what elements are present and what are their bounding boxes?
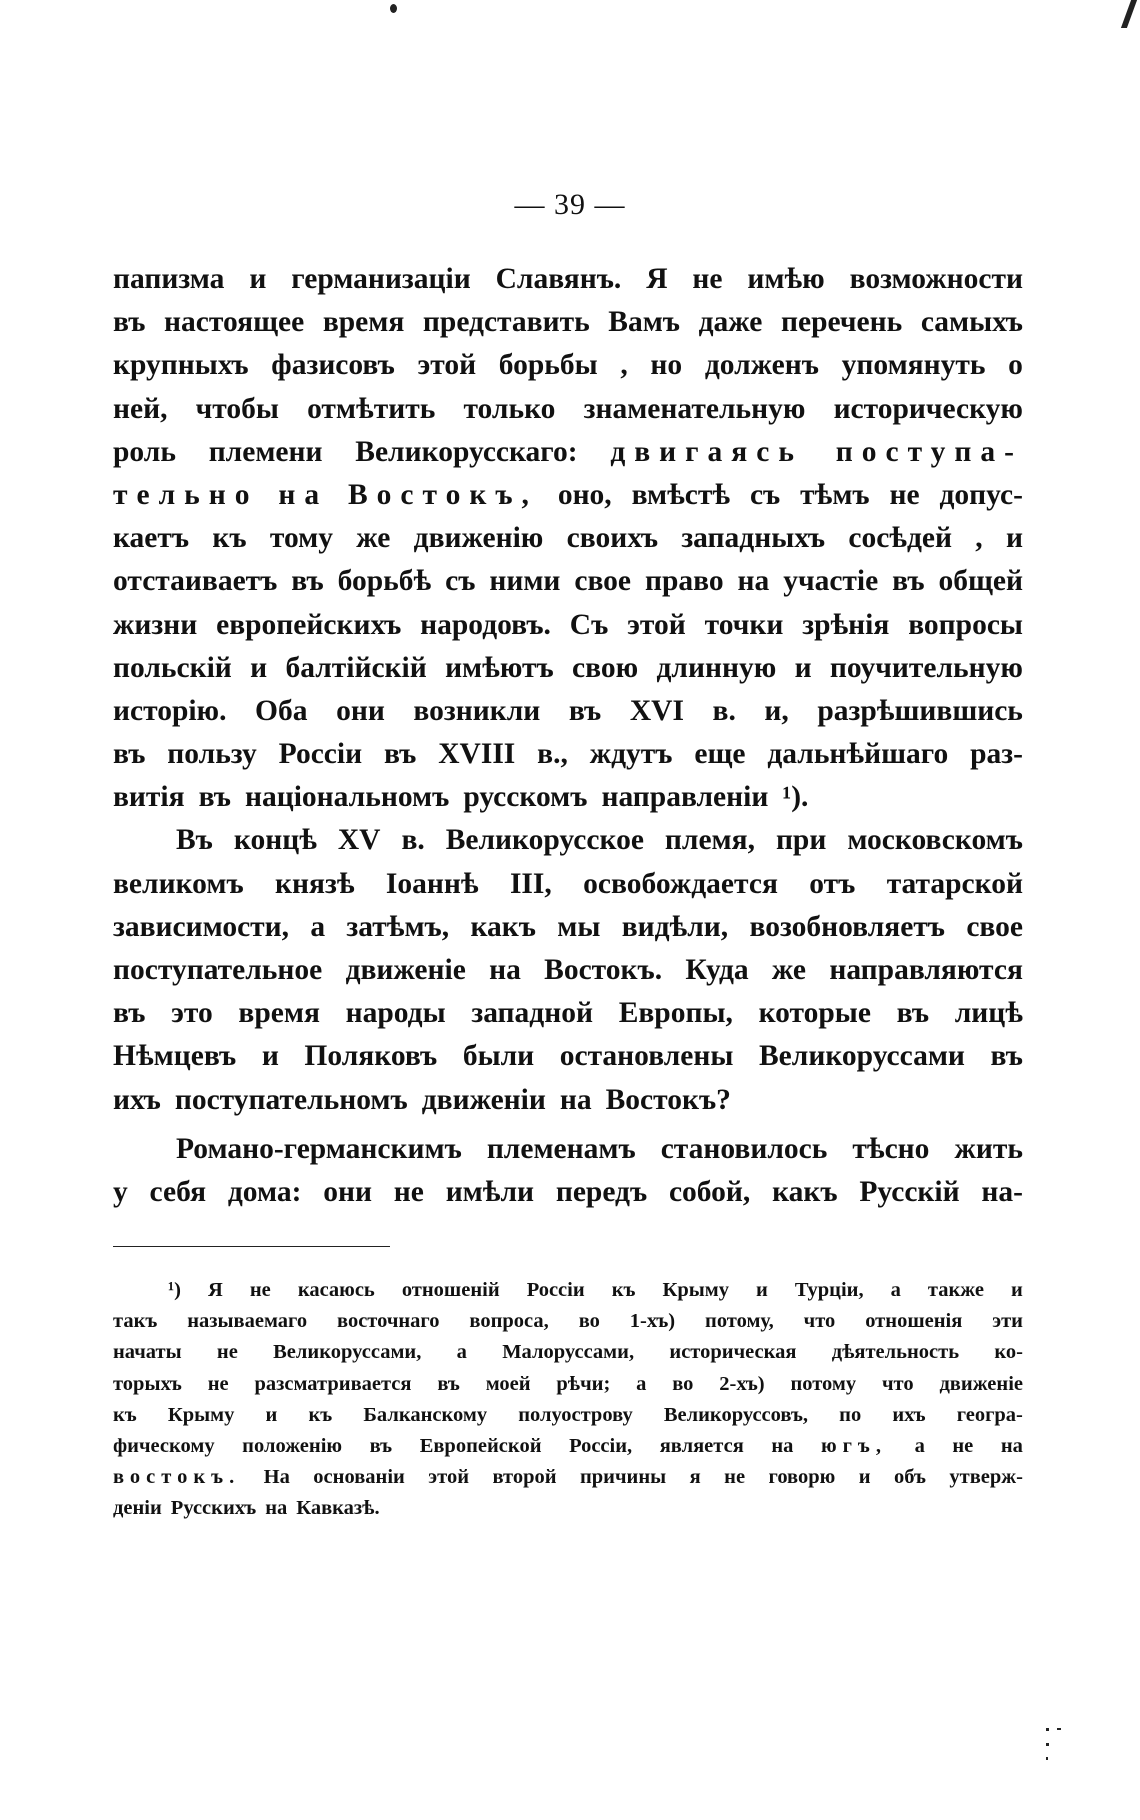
footnote-line [113, 1369, 1023, 1400]
body-word: этой [627, 608, 686, 641]
body-word: вопросы [908, 608, 1023, 641]
footnote-word: не [216, 1341, 238, 1364]
body-word: вмѣстѣ [631, 478, 731, 511]
body-word: ними [489, 565, 561, 598]
body-word: участіе [783, 565, 879, 598]
body-word: Я [646, 263, 668, 295]
footnote-line [113, 1431, 1023, 1462]
body-word: крупныхъ [113, 349, 249, 382]
footnote-word: къ [308, 1403, 333, 1426]
footnote-word: говорю [768, 1466, 836, 1489]
body-word: III, [509, 867, 552, 900]
ink-speck-top [390, 4, 397, 13]
footnote-word: Турціи, [794, 1279, 864, 1301]
body-word: племя, [664, 824, 755, 857]
body-word: тому [269, 522, 333, 555]
body-word: тѣсно [852, 1132, 930, 1165]
footnote-word: дѣятельность [831, 1341, 960, 1364]
body-word: этой [417, 349, 477, 382]
footnote-word: фическому [113, 1434, 215, 1457]
footnote-word: и [756, 1279, 768, 1301]
body-word: съ [445, 565, 476, 598]
footnote-word: движеніе [939, 1372, 1023, 1395]
body-word: Великорусское [445, 824, 644, 857]
body-line [113, 344, 1023, 387]
body-word: русскомъ [463, 781, 588, 814]
body-word: и [249, 263, 267, 295]
body-word: Поляковъ [304, 1040, 438, 1073]
body-word: роль [113, 435, 176, 468]
body-word: они [323, 1175, 372, 1208]
body-word: Іоаннѣ [385, 867, 479, 900]
body-word: это [171, 997, 213, 1030]
body-word: длинную [656, 651, 777, 684]
footnote-word: югъ, [820, 1434, 888, 1457]
body-word: движенію [413, 522, 544, 555]
body-word: балтійскій [285, 651, 427, 684]
body-word: освобождается [583, 867, 778, 900]
footnote-word: основаніи [313, 1466, 405, 1489]
body-word: Куда [685, 954, 749, 986]
body-word: Славянъ. [495, 263, 622, 295]
body-line [113, 949, 1023, 992]
body-word: въ [892, 565, 925, 598]
body-word: направленіи [601, 781, 769, 814]
body-word: только [463, 392, 556, 425]
body-line [113, 431, 1023, 474]
footnote-word: разсматривается [254, 1372, 412, 1395]
body-word: тѣмъ [800, 478, 870, 511]
body-word: въ [113, 306, 146, 339]
body-line [113, 301, 1023, 344]
body-word: видѣли, [621, 910, 729, 943]
footnote-line [113, 1275, 1023, 1306]
body-word: въ [568, 694, 602, 727]
footnote-word: Великоруссовъ, [663, 1403, 809, 1426]
body-word: Европы, [618, 997, 733, 1030]
footnote-word: рѣчи; [556, 1372, 611, 1395]
body-word: и [794, 651, 812, 684]
body-word: каетъ [113, 522, 190, 555]
body-word: національномъ [244, 781, 450, 814]
footnote-word: не [249, 1279, 271, 1301]
footnote-word: такъ [113, 1310, 158, 1333]
body-word: ждутъ [589, 738, 673, 771]
body-word: своихъ [566, 522, 659, 555]
page-number: — 39 — [514, 188, 626, 221]
body-word: Русскій [859, 1175, 960, 1208]
body-line [113, 258, 1023, 301]
body-word: зрѣнія [802, 608, 890, 641]
body-word: къ [212, 522, 247, 555]
body-word: Оба [255, 694, 308, 727]
footnote-word: а [914, 1434, 925, 1457]
body-word: европейскихъ [216, 608, 402, 641]
body-line [113, 776, 1023, 819]
footnote-word: а [890, 1279, 901, 1301]
footnote-word: Русскихъ [170, 1497, 257, 1520]
footnote-word: по [839, 1403, 862, 1426]
body-word: на [737, 565, 770, 598]
body-word: и [1005, 522, 1023, 555]
body-word: въ [291, 565, 324, 598]
footnote-word: На [263, 1466, 290, 1489]
body-word: германизаціи [291, 263, 471, 295]
footnote-word: ко- [994, 1341, 1023, 1364]
body-word: въ [990, 1040, 1023, 1073]
footnote-word: эти [992, 1310, 1023, 1333]
body-word: чтобы [195, 392, 279, 425]
body-word: ихъ [113, 1083, 161, 1116]
footnote-word: не [952, 1434, 974, 1457]
body-word: долженъ [704, 349, 819, 382]
body-word: западныхъ [681, 522, 826, 555]
body-word: пользу [167, 738, 257, 771]
body-word: въ [198, 781, 231, 814]
body-word: направляются [829, 954, 1023, 986]
footnote-word: къ [611, 1279, 636, 1301]
body-line [113, 474, 1023, 517]
footnote-word: Крыму [167, 1403, 235, 1426]
body-word: отстаиваетъ [113, 565, 278, 598]
body-word: отъ [809, 867, 856, 900]
body-line [113, 733, 1023, 776]
body-word: на [278, 478, 329, 511]
footnote-word: не [724, 1466, 746, 1489]
body-word: же [771, 954, 807, 986]
body-word: витія [113, 781, 185, 814]
footnote-word: на [265, 1497, 288, 1520]
body-word: поступательное [113, 954, 323, 986]
ink-speck-bottom-right-4 [1046, 1757, 1048, 1760]
ink-speck-bottom-right-3 [1046, 1743, 1049, 1746]
body-word: съ [749, 478, 781, 511]
body-word: князѣ [275, 867, 355, 900]
body-word: которые [758, 997, 871, 1030]
body-word: дома: [227, 1175, 302, 1208]
body-word: знаменательную [583, 392, 806, 425]
body-word: поступа- [835, 435, 1023, 468]
footnote-word: положенію [242, 1434, 343, 1457]
body-word: а [310, 910, 326, 943]
footnote-word: къ [113, 1403, 137, 1426]
body-word: въ [113, 997, 146, 1030]
body-word: Въ [176, 824, 213, 857]
body-word: раз- [970, 738, 1023, 771]
edge-mark-top-right [1121, 0, 1137, 28]
body-word: перечень [781, 306, 903, 339]
body-line [113, 863, 1023, 906]
body-word: XVIII [438, 738, 516, 771]
body-word: какъ [470, 910, 536, 943]
footnote-line [113, 1337, 1023, 1368]
body-line [113, 1128, 1023, 1171]
body-word: поучительную [829, 651, 1023, 684]
footnote-word: Европейской [419, 1434, 542, 1457]
body-word: Востокъ. [544, 954, 663, 986]
body-word: фазисовъ [271, 349, 395, 382]
footnote-word: Россіи, [569, 1434, 633, 1457]
body-word: в., [537, 738, 568, 771]
body-word: московскомъ [847, 824, 1023, 857]
body-word: свою [572, 651, 639, 684]
body-word: не [889, 478, 920, 511]
body-word: борьбѣ [337, 565, 432, 598]
footnote-word: во [672, 1372, 694, 1395]
footnotes [113, 1275, 1023, 1525]
footnote-word: ихъ [892, 1403, 926, 1426]
body-line [113, 517, 1023, 560]
body-word: зависимости, [113, 910, 290, 943]
body-line [113, 647, 1023, 690]
footnote-word: вопроса, [469, 1310, 549, 1333]
footnote-word: полуострову [518, 1403, 633, 1426]
footnote-word: называемаго [187, 1310, 308, 1333]
footnote-word: этой [428, 1466, 470, 1489]
footnote-word: моей [485, 1372, 531, 1395]
body-word: ней, [113, 392, 168, 425]
body-word: настоящее [164, 306, 305, 339]
body-word: борьбы [498, 349, 598, 382]
body-word: лицѣ [954, 997, 1023, 1030]
body-word: дальнѣйшаго [767, 738, 949, 771]
body-word: на- [981, 1175, 1023, 1208]
body-word: движеніи [421, 1083, 546, 1116]
body-word: движеніе [345, 954, 466, 986]
footnote-word: востокъ. [113, 1466, 241, 1489]
footnote-word: Кавказѣ. [296, 1497, 380, 1520]
body-word: и [250, 651, 268, 684]
body-word: даже [698, 306, 763, 339]
body-word: имѣютъ [445, 651, 554, 684]
body-word: затѣмъ, [346, 910, 450, 943]
body-word: татарской [886, 867, 1023, 900]
footnote-word: восточнаго [337, 1310, 440, 1333]
body-line [113, 1035, 1023, 1078]
body-word: мы [557, 910, 601, 943]
footnote-word: 2-хъ) [719, 1372, 765, 1395]
body-word: и [261, 1040, 279, 1073]
footnote-word: что [881, 1372, 914, 1395]
body-word: западной [471, 997, 593, 1030]
body-line [113, 604, 1023, 647]
body-word: возникли [413, 694, 541, 727]
body-word: великомъ [113, 867, 244, 900]
body-word: время [322, 306, 405, 339]
body-word: себя [149, 1175, 207, 1208]
footnote-word: причины [579, 1466, 667, 1489]
footnote-word: на [1000, 1434, 1023, 1457]
body-word: поступательномъ [174, 1083, 408, 1116]
footnote-word: отношенія [865, 1310, 963, 1333]
body-word: у [113, 1175, 128, 1208]
body-word: общей [938, 565, 1023, 598]
footnote-word: касаюсь [297, 1279, 375, 1301]
body-word: концѣ [233, 824, 317, 857]
body-word: , [620, 349, 628, 382]
body-word: оно, [557, 478, 612, 511]
footnote-word: въ [437, 1372, 460, 1395]
body-word: отмѣтить [307, 392, 436, 425]
footnote-word: Я [208, 1279, 223, 1301]
footnote-word: потому, [705, 1310, 774, 1333]
body-word: право [644, 565, 724, 598]
body-word: Съ [569, 608, 609, 641]
footnote-word: въ [369, 1434, 393, 1457]
footnote-word: историческая [669, 1341, 797, 1364]
footnote-word: потому [790, 1372, 857, 1395]
body-word: в. [401, 824, 425, 857]
footnote-word: Россіи [526, 1279, 585, 1301]
ink-speck-bottom-right-2 [1057, 1728, 1061, 1730]
footnote-word: является [659, 1434, 744, 1457]
body-word: и, [764, 694, 789, 727]
body-word: имѣли [445, 1175, 535, 1208]
footnote-word: и [858, 1466, 871, 1489]
footnote-word: утверж- [949, 1466, 1023, 1489]
body-word: народы [345, 997, 446, 1030]
footnote-word: не [207, 1372, 229, 1395]
body-word: двигаясь [610, 435, 803, 468]
body-word: о [1008, 349, 1023, 382]
body-word: свое [966, 910, 1023, 943]
footnote-word: геогра- [956, 1403, 1023, 1426]
body-word: упомянуть [841, 349, 986, 382]
body-word: возобновляетъ [749, 910, 946, 943]
body-line [113, 906, 1023, 949]
body-line [113, 1079, 1023, 1122]
footnote-word: ¹) [168, 1279, 181, 1301]
body-word: народовъ. [420, 608, 551, 641]
body-word: исторію. [113, 694, 227, 727]
footnote-word: Малоруссами, [502, 1341, 635, 1364]
footnote-rule [113, 1246, 390, 1247]
body-word: разрѣшившись [817, 694, 1023, 727]
footnote-word: деніи [113, 1497, 162, 1520]
body-word: возможности [849, 263, 1023, 295]
body-line [113, 690, 1023, 733]
body-word: Востокъ, [347, 478, 538, 511]
footnote-word: и [265, 1403, 278, 1426]
body-word: на [489, 954, 521, 986]
body-word: передъ [555, 1175, 648, 1208]
body-word: историческую [833, 392, 1023, 425]
body-word: Романо-германскимъ [176, 1132, 462, 1165]
body-word: жизни [113, 608, 198, 641]
body-word: племенамъ [486, 1132, 636, 1165]
footnote-line [113, 1306, 1023, 1337]
body-word: же [356, 522, 391, 555]
body-word: собой, [668, 1175, 751, 1208]
footnote-line [113, 1493, 1023, 1524]
footnote-line [113, 1400, 1023, 1431]
footnote-word: отношеній [401, 1279, 500, 1301]
body-word: при [775, 824, 827, 857]
body-word: не [692, 263, 723, 295]
footnote-word: Крыму [662, 1279, 729, 1301]
body-line [113, 992, 1023, 1035]
body-word: XVI [629, 694, 684, 727]
body-word: тельно [113, 478, 259, 511]
body-word: въ [113, 738, 146, 771]
body-line [113, 388, 1023, 431]
body-line [113, 1171, 1023, 1214]
body-text [113, 258, 1023, 1214]
body-word: точки [704, 608, 784, 641]
body-word: время [238, 997, 320, 1030]
body-word: жить [954, 1132, 1023, 1165]
body-word: въ [383, 738, 417, 771]
body-word: становилось [660, 1132, 828, 1165]
body-word: Вамъ [608, 306, 681, 339]
body-word: были [462, 1040, 535, 1073]
body-word: самыхъ [920, 306, 1023, 339]
footnote-word: Балканскому [363, 1403, 488, 1426]
body-word: допус- [939, 478, 1023, 511]
body-word: не [393, 1175, 424, 1208]
body-word: ¹). [782, 781, 809, 814]
footnote-word: торыхъ [113, 1372, 182, 1395]
footnote-word: во [578, 1310, 600, 1333]
body-word: Россіи [278, 738, 363, 771]
body-line [113, 560, 1023, 603]
body-word: , [975, 522, 983, 555]
footnote-word: что [803, 1310, 836, 1333]
body-word: в. [712, 694, 736, 727]
body-word: Великоруссами [759, 1040, 965, 1073]
body-word: Нѣмцевъ [113, 1040, 237, 1073]
body-word: Великорусскаго: [355, 435, 578, 468]
footnote-word: также [927, 1279, 984, 1301]
ink-speck-bottom-right [1046, 1728, 1049, 1731]
body-word: представить [422, 306, 590, 339]
footnote-word: Великоруссами, [273, 1341, 422, 1364]
footnote-word: я [689, 1466, 701, 1489]
body-word: племени [208, 435, 323, 468]
body-word: папизма [113, 263, 225, 295]
body-word: остановлены [559, 1040, 734, 1073]
footnote-word: 1-хъ) [629, 1310, 676, 1333]
body-word: свое [574, 565, 632, 598]
body-line [113, 819, 1023, 862]
footnote-line [113, 1462, 1023, 1493]
body-word: еще [694, 738, 746, 771]
footnote-word: а [636, 1372, 647, 1395]
body-word: но [650, 349, 683, 382]
body-word: XV [337, 824, 381, 857]
body-word: какъ [772, 1175, 838, 1208]
body-word: въ [896, 997, 930, 1030]
body-word: польскій [113, 651, 232, 684]
body-word: сосѣдей [848, 522, 953, 555]
footnote-word: на [771, 1434, 794, 1457]
footnote-word: второй [492, 1466, 557, 1489]
footnote-word: и [1011, 1279, 1023, 1301]
footnote-word: начаты [113, 1341, 182, 1364]
body-word: Востокъ? [605, 1083, 731, 1116]
body-word: они [336, 694, 385, 727]
footnote-word: объ [894, 1466, 926, 1489]
footnote-word: а [456, 1341, 467, 1364]
body-word: на [559, 1083, 592, 1116]
body-word: имѣю [747, 263, 825, 295]
